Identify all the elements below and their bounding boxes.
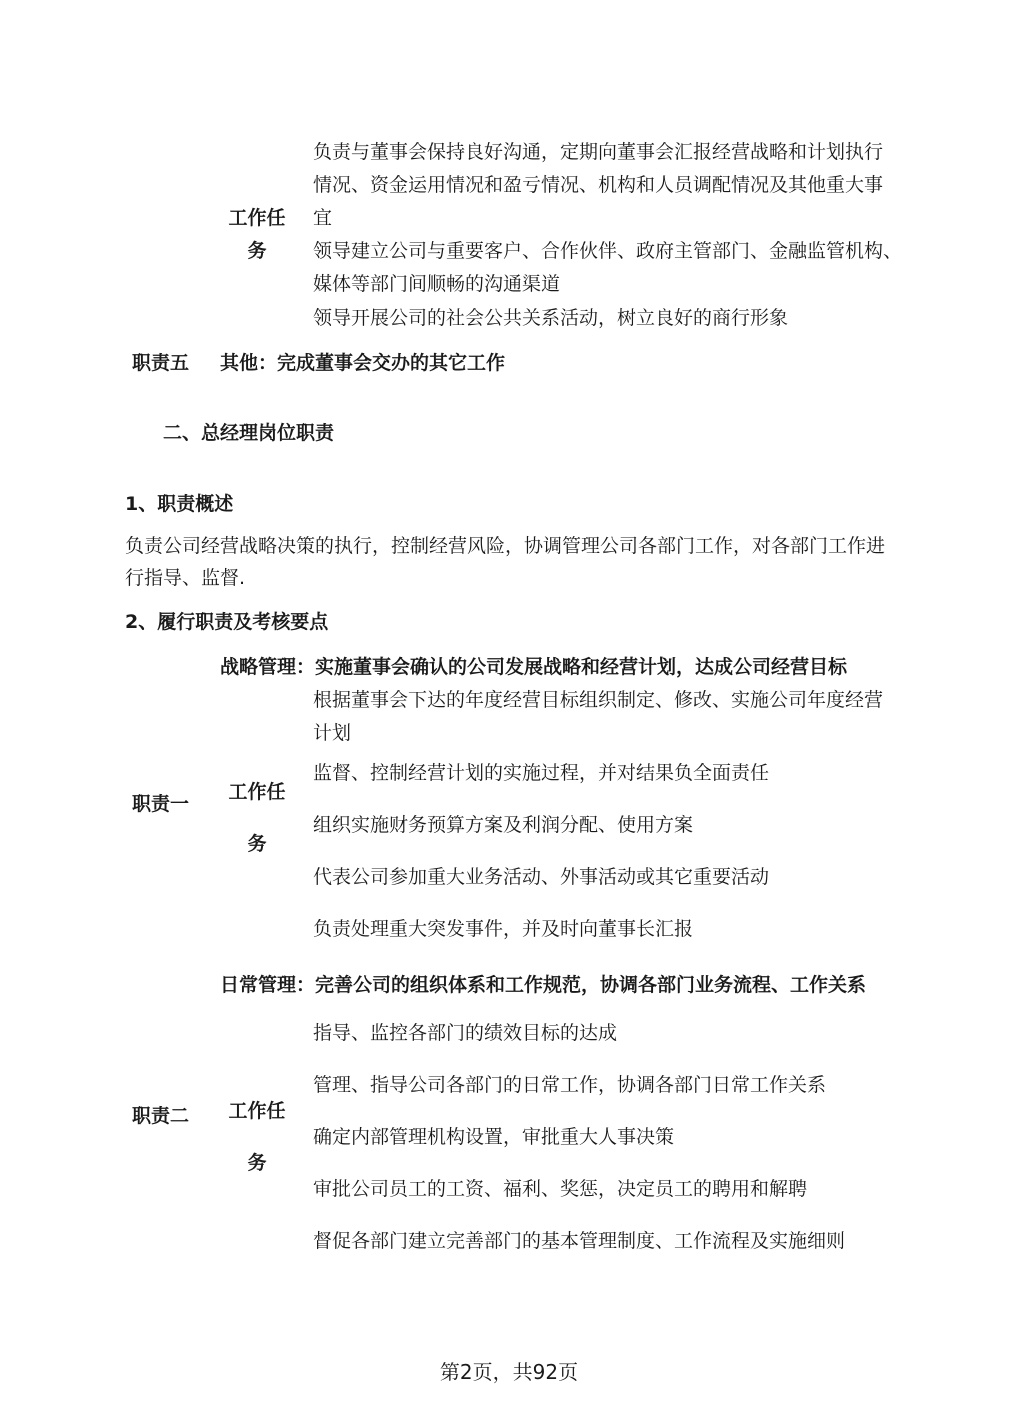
overview-line: 负责公司经营战略决策的执行，控制经营风险，协调管理公司各部门工作，对各部门工作进 <box>125 535 886 557</box>
overview-line: 行指导、监督. <box>125 567 246 589</box>
task-line: 情况、资金运用情况和盈亏情况、机构和人员调配情况及其他重大事 <box>313 174 884 196</box>
duty1-label: 职责一 <box>132 793 190 815</box>
duty1-task: 负责处理重大突发事件，并及时向董事长汇报 <box>313 918 694 940</box>
section-title: 二、总经理岗位职责 <box>163 422 335 444</box>
duty2-label: 职责二 <box>132 1105 190 1127</box>
task-line: 宜 <box>313 207 333 229</box>
task-line: 媒体等部门间顺畅的沟通渠道 <box>313 273 561 295</box>
task-line: 领导开展公司的社会公共关系活动，树立良好的商行形象 <box>313 307 789 329</box>
page-number: 第2页，共92页 <box>439 1360 579 1384</box>
duty1-task: 计划 <box>313 722 352 744</box>
duty5-label: 职责五 <box>132 352 190 374</box>
duty2-title: 日常管理：完善公司的组织体系和工作规范，协调各部门业务流程、工作关系 <box>220 974 867 996</box>
duty1-task: 代表公司参加重大业务活动、外事活动或其它重要活动 <box>313 866 770 888</box>
task-label-top-line2: 务 <box>247 240 267 262</box>
duty1-task-label-line2: 务 <box>247 833 267 855</box>
duty5-text: 其他：完成董事会交办的其它工作 <box>220 352 506 374</box>
duty1-task: 组织实施财务预算方案及利润分配、使用方案 <box>313 814 694 836</box>
duty1-task-label-line1: 工作任 <box>228 781 286 803</box>
subheading-duties: 2、履行职责及考核要点 <box>125 611 329 633</box>
duty2-task: 确定内部管理机构设置，审批重大人事决策 <box>313 1126 675 1148</box>
duty2-task-label-line2: 务 <box>247 1152 267 1174</box>
duty1-task: 根据董事会下达的年度经营目标组织制定、修改、实施公司年度经营 <box>313 689 884 711</box>
task-line: 领导建立公司与重要客户、合作伙伴、政府主管部门、金融监管机构、 <box>313 240 903 262</box>
duty2-task: 督促各部门建立完善部门的基本管理制度、工作流程及实施细则 <box>313 1230 846 1252</box>
duty1-task: 监督、控制经营计划的实施过程，并对结果负全面责任 <box>313 762 770 784</box>
task-line: 负责与董事会保持良好沟通，定期向董事会汇报经营战略和计划执行 <box>313 141 884 163</box>
duty1-title: 战略管理：实施董事会确认的公司发展战略和经营计划，达成公司经营目标 <box>220 656 848 678</box>
subheading-overview: 1、职责概述 <box>125 493 234 515</box>
duty2-task-label-line1: 工作任 <box>228 1100 286 1122</box>
duty2-task: 审批公司员工的工资、福利、奖惩，决定员工的聘用和解聘 <box>313 1178 808 1200</box>
duty2-task: 指导、监控各部门的绩效目标的达成 <box>313 1022 618 1044</box>
task-label-top-line1: 工作任 <box>228 207 286 229</box>
duty2-task: 管理、指导公司各部门的日常工作，协调各部门日常工作关系 <box>313 1074 827 1096</box>
